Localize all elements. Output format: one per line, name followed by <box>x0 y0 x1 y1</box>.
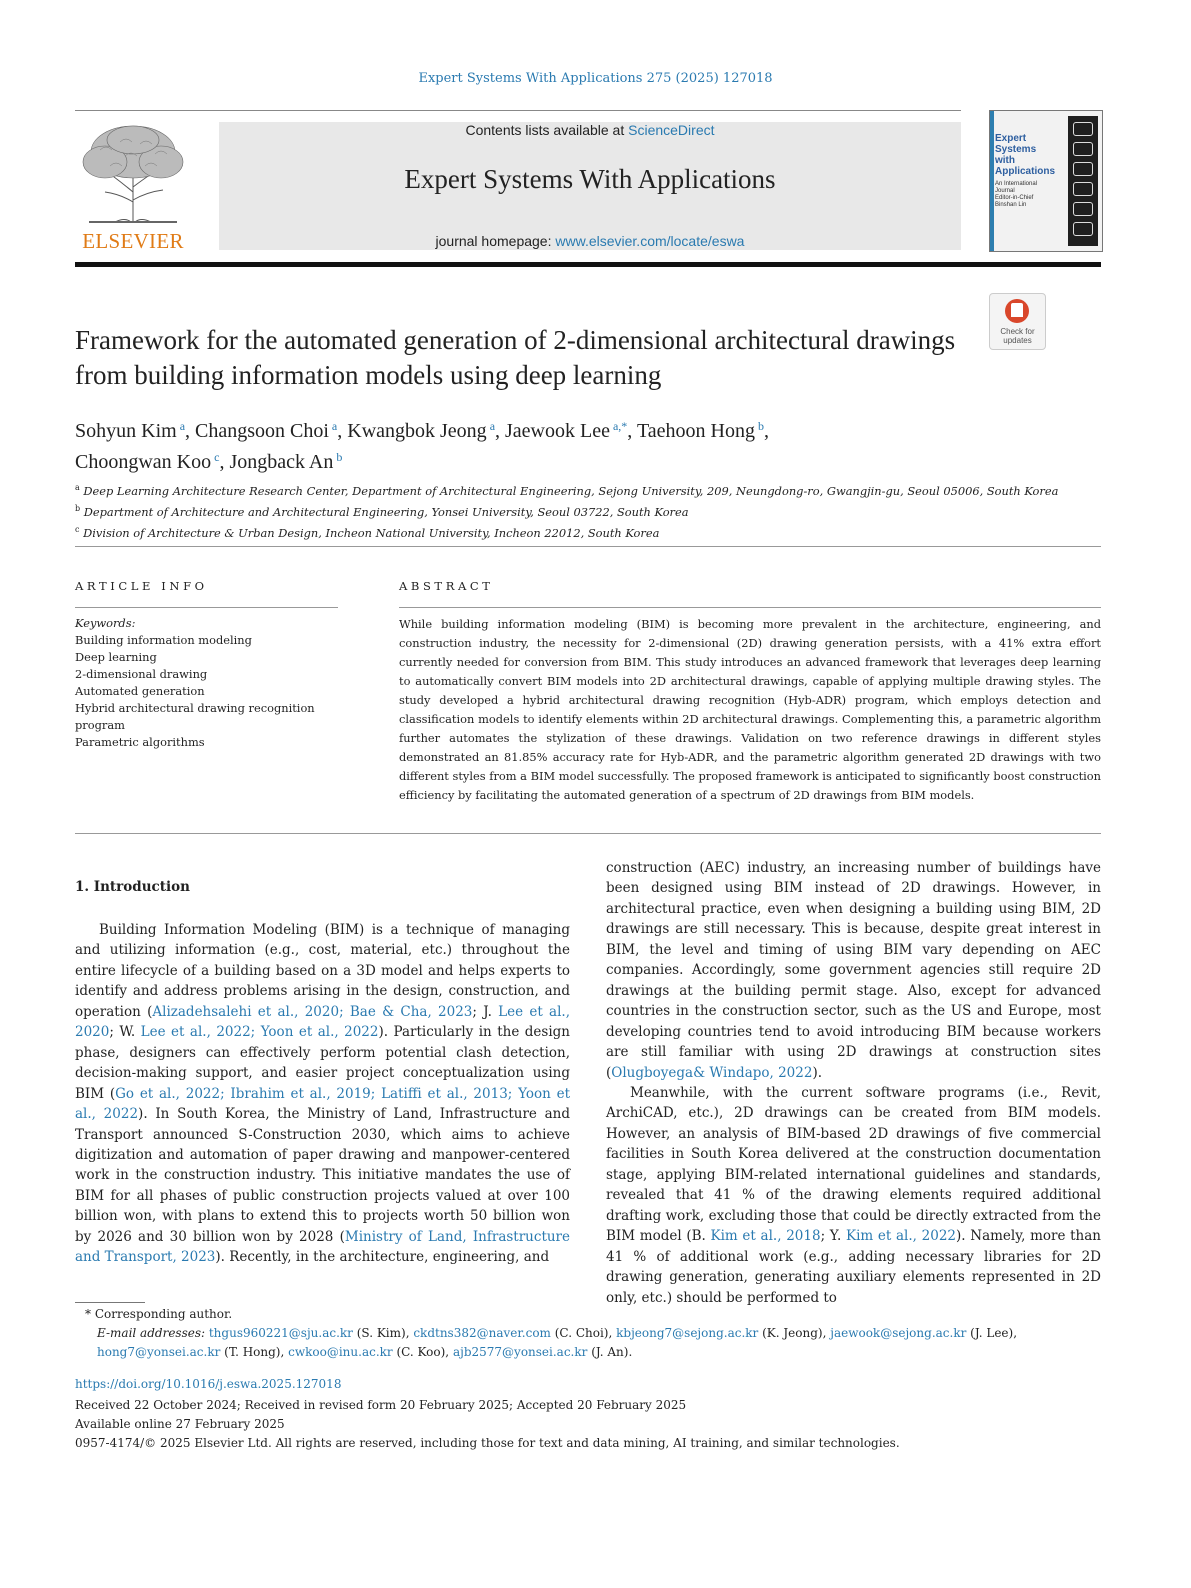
author-name[interactable]: Taehoon Hong <box>636 420 755 442</box>
citation-link[interactable]: Lee et al., 2020 <box>75 1003 571 1041</box>
author-affiliation-mark[interactable]: a <box>176 419 186 433</box>
header-divider <box>75 110 961 111</box>
author-affiliation-mark[interactable]: b <box>333 450 343 464</box>
cover-icon-1 <box>1073 122 1093 136</box>
bookmark-icon <box>1011 303 1023 317</box>
body-column-left <box>75 920 570 1268</box>
cover-icon-3 <box>1073 162 1093 176</box>
keywords-block <box>75 615 338 751</box>
author-name[interactable]: Changsoon Choi <box>195 420 329 442</box>
elsevier-wordmark: ELSEVIER <box>82 229 184 253</box>
contents-available-line <box>219 122 961 138</box>
journal-masthead <box>219 122 961 250</box>
citation-link[interactable]: Olugboyega <box>611 1064 694 1081</box>
author-name[interactable]: Kwangbok Jeong <box>347 420 487 442</box>
cover-title: Expert Systems with Applications <box>995 133 1056 177</box>
author-name[interactable]: Jongback An <box>229 451 334 473</box>
body-text: ). Particularly in the design phase, designers can effectively perform potential clash detection, decision-making support, and easier project conceptualization using BIM ( <box>75 1024 570 1102</box>
affiliation-mark: a <box>75 483 80 492</box>
email-link[interactable]: hong7@yonsei.ac.kr <box>97 1345 221 1359</box>
homepage-prefix: journal homepage: <box>435 233 556 249</box>
keyword-item: Building information modeling <box>75 633 252 647</box>
abstract-rule <box>399 607 1101 608</box>
footnote-rule <box>75 1302 145 1303</box>
sciencedirect-link[interactable]: ScienceDirect <box>628 122 715 138</box>
doi-link[interactable]: https://doi.org/10.1016/j.eswa.2025.127018 <box>75 1377 342 1391</box>
email-owner: (J. Lee), <box>966 1326 1018 1340</box>
email-label: E-mail addresses: <box>97 1326 209 1340</box>
cover-subtitle-text: An International Journal <box>995 181 1038 194</box>
author-affiliation-mark[interactable]: a,* <box>609 419 628 433</box>
email-link[interactable]: ajb2577@yonsei.ac.kr <box>452 1345 588 1359</box>
keyword-item: 2-dimensional drawing <box>75 667 208 681</box>
affiliation-item <box>75 479 1095 500</box>
contents-prefix: Contents lists available at <box>465 122 629 138</box>
cover-editor-text: Editor-in-Chief Binshan Lin <box>995 195 1034 208</box>
affiliation-text: Division of Architecture & Urban Design, Incheon National University, Incheon 22012, South Korea <box>79 525 660 540</box>
abstract-text: While building information modeling (BIM) is becoming more prevalent in the architecture, engineering, and construction industry, the necessity for 2-dimensional (2D) drawing generation persists, with a 41% extra effort currently needed for conversion from BIM. This study introduces an advanced framework that leverages deep learning to automatically convert BIM models into 2D architectural drawings, capable of applying multiple drawing styles. The study developed a hybrid architectural drawing recognition (Hyb-ADR) program, which employs detection and classification models to identify elements within 2D architectural drawings. Complementing this, a parametric algorithm further automates the stylization of these drawings. Validation on two reference drawings in different styles demonstrated an 81.85% accuracy rate for Hyb-ADR, and the parametric algorithm generated 2D drawings with two different styles from a BIM model successfully. The proposed framework is anticipated to significantly boost construction efficiency by facilitating the automated generation of a spectrum of 2D drawings from BIM models. <box>399 617 1101 802</box>
elsevier-logo <box>75 122 191 254</box>
body-text: Meanwhile, with the current software programs (i.e., Revit, ArchiCAD, etc.), 2D drawings can be created from BIM models. However, an analysis of BIM-based 2D drawings of five commercial facilities in South Korea delivered at the construction documentation stage, applying BIM-related international guidelines and standards, revealed that 41 % of the drawing elements required additional drafting work, excluding those that could be directly extracted from the BIM model (B. <box>606 1084 1101 1245</box>
publication-dates <box>75 1396 1101 1453</box>
journal-cover-thumbnail[interactable] <box>989 110 1103 252</box>
keyword-item: Parametric algorithms <box>75 735 205 749</box>
author-list: Sohyun Kim $^a$, Changsoon Choi $^a$, Kwangbok Jeong $^a$, Jaewook Lee $^{a,*}$, Taehoon Hong $^b$, Choongwan Koo $^c$, Jongback An $^b$ <box>75 419 769 473</box>
received-dates: Received 22 October 2024; Received in revised form 20 February 2025; Accepted 20 February 2025 <box>75 1398 687 1412</box>
cover-icon-2 <box>1073 142 1093 156</box>
affiliation-item <box>75 521 1095 542</box>
available-online: Available online 27 February 2025 <box>75 1417 285 1431</box>
abstract-heading: ABSTRACT <box>399 579 494 593</box>
keyword-item: Hybrid architectural drawing recognition program <box>75 701 315 732</box>
author-name[interactable]: Choongwan Koo <box>75 451 212 473</box>
email-owner: (K. Jeong), <box>758 1326 831 1340</box>
email-link[interactable]: thgus960221@sju.ac.kr <box>208 1326 353 1340</box>
keyword-item: Automated generation <box>75 684 205 698</box>
footnote <box>75 1305 1101 1362</box>
author-affiliation-mark[interactable]: c <box>211 450 220 464</box>
citation-link[interactable]: Ministry of Land, Infrastructure and Transport, 2023 <box>75 1228 571 1266</box>
header-thick-rule <box>75 262 1101 267</box>
paragraph-continued <box>606 858 1101 1083</box>
cover-icon-4 <box>1073 182 1093 196</box>
introduction-heading: 1. Introduction <box>75 879 190 895</box>
body-text: ; W. <box>109 1024 141 1041</box>
section-divider <box>75 546 1101 547</box>
email-addresses <box>75 1324 1101 1362</box>
author-name[interactable]: Sohyun Kim <box>75 420 177 442</box>
email-owner: (J. An). <box>587 1345 633 1359</box>
check-updates-label: Check for updates <box>1000 327 1035 345</box>
check-for-updates-badge[interactable] <box>989 293 1046 350</box>
email-link[interactable]: cwkoo@inu.ac.kr <box>288 1345 393 1359</box>
cover-subtitle <box>995 181 1055 209</box>
corresponding-author-note: * Corresponding author. <box>85 1307 233 1321</box>
citation-link[interactable]: Go et al., 2022; Ibrahim et al., 2019; Latiffi et al., 2013; Yoon et al., 2022 <box>75 1085 570 1123</box>
journal-citation-link[interactable]: Expert Systems With Applications 275 (2025) 127018 <box>418 71 773 86</box>
citation-link[interactable]: Lee et al., 2022; Yoon et al., 2022 <box>140 1024 379 1041</box>
email-link[interactable]: kbjeong7@sejong.ac.kr <box>616 1326 759 1340</box>
article-info-rule <box>75 607 338 608</box>
body-text: Building Information Modeling (BIM) is a technique of managing and utilizing information (e.g., cost, material, etc.) throughout the entire lifecycle of a building based on a 3D model and helps experts to identify and address problems arising in the design, construction, and operation ( <box>75 922 570 1020</box>
email-link[interactable]: ckdtns382@naver.com <box>413 1326 551 1340</box>
body-text: ). In South Korea, the Ministry of Land, Infrastructure and Transport announced S-Construction 2030, which aims to achieve digitization and automation of paper drawing and manpower-centered work in the construction industry. This initiative mandates the use of BIM for all phases of public construction projects valued at over 100 billion won, with plans to extend this to projects worth 50 billion won by 2026 and 30 billion won by 2028 ( <box>75 1106 570 1245</box>
citation-link[interactable]: Alizadehsalehi et al., 2020; Bae & Cha, 2023 <box>152 1003 473 1020</box>
author-affiliation-mark[interactable]: a <box>328 419 338 433</box>
affiliation-mark: c <box>75 524 80 534</box>
email-owner: (S. Kim), <box>352 1326 414 1340</box>
citation-link[interactable]: Kim et al., 2022 <box>845 1228 957 1245</box>
affiliation-text: Department of Architecture and Architectural Engineering, Yonsei University, Seoul 03722, South Korea <box>80 504 689 519</box>
author-affiliation-mark[interactable]: b <box>754 419 764 433</box>
body-text: ). Recently, in the architecture, engineering, and <box>215 1249 550 1266</box>
journal-homepage-line <box>219 233 961 249</box>
journal-homepage-link[interactable]: www.elsevier.com/locate/eswa <box>555 233 745 249</box>
keyword-item: Deep learning <box>75 650 157 664</box>
keyword-list <box>75 632 338 751</box>
email-owner: (T. Hong), <box>220 1345 289 1359</box>
affiliation-mark: b <box>75 503 81 513</box>
section-divider <box>75 833 1101 834</box>
body-text: ; Y. <box>820 1228 846 1245</box>
elsevier-tree-icon <box>75 122 191 226</box>
email-owner: (C. Koo), <box>392 1345 453 1359</box>
email-link[interactable]: jaewook@sejong.ac.kr <box>830 1326 967 1340</box>
affiliation-list <box>75 479 1095 541</box>
copyright-line: 0957-4174/© 2025 Elsevier Ltd. All rights are reserved, including those for text and data mining, AI training, and similar technologies. <box>75 1436 900 1450</box>
affiliation-text: Deep Learning Architecture Research Center, Department of Architectural Engineering, Sejong University, 209, Neungdong-ro, Gwangjin-gu, Seoul 05006, South Korea <box>79 483 1059 498</box>
author-name[interactable]: Jaewook Lee <box>505 420 610 442</box>
keywords-label: Keywords: <box>75 616 136 630</box>
author-affiliation-mark[interactable]: a <box>486 419 496 433</box>
paper-title: Framework for the automated generation of 2-dimensional architectural drawings from building information models using deep learning <box>75 325 956 390</box>
affiliation-item <box>75 500 1095 521</box>
body-text: ; J. <box>472 1003 499 1020</box>
citation-link[interactable]: Kim et al., 2018 <box>710 1228 821 1245</box>
email-owner: (C. Choi), <box>550 1326 617 1340</box>
cover-icon-5 <box>1073 202 1093 216</box>
body-text: construction (AEC) industry, an increasing number of buildings have been designed using BIM instead of 2D drawings. However, in architectural practice, even when designing a building using BIM, 2D drawings are still necessary. This is because, despite great interest in BIM, the level and timing of using BIM vary depending on AEC companies. Accordingly, some government agencies still require 2D drawings at the building permit stage. Also, except for advanced countries in the construction sector, such as the US and Europe, most developing countries tend to avoid introducing BIM because workers are still familiar with using 2D drawings at construction sites ( <box>606 860 1101 1081</box>
article-info-heading: ARTICLE INFO <box>75 579 208 593</box>
paragraph <box>606 1083 1101 1308</box>
body-column-right <box>606 858 1101 1308</box>
journal-name: Expert Systems With Applications <box>404 164 776 194</box>
cover-icon-strip <box>1068 116 1098 246</box>
cover-icon-6 <box>1073 222 1093 236</box>
paragraph <box>75 920 570 1268</box>
body-text: ). <box>812 1064 823 1081</box>
cover-stripe <box>990 111 994 251</box>
citation-link[interactable]: & Windapo, 2022 <box>693 1064 813 1081</box>
body-text: ). Namely, more than 41 % of additional work (e.g., adding necessary libraries for 2D drawing generation, generating auxiliary elements represented in 2D only, etc.) should be performed to <box>606 1228 1101 1306</box>
